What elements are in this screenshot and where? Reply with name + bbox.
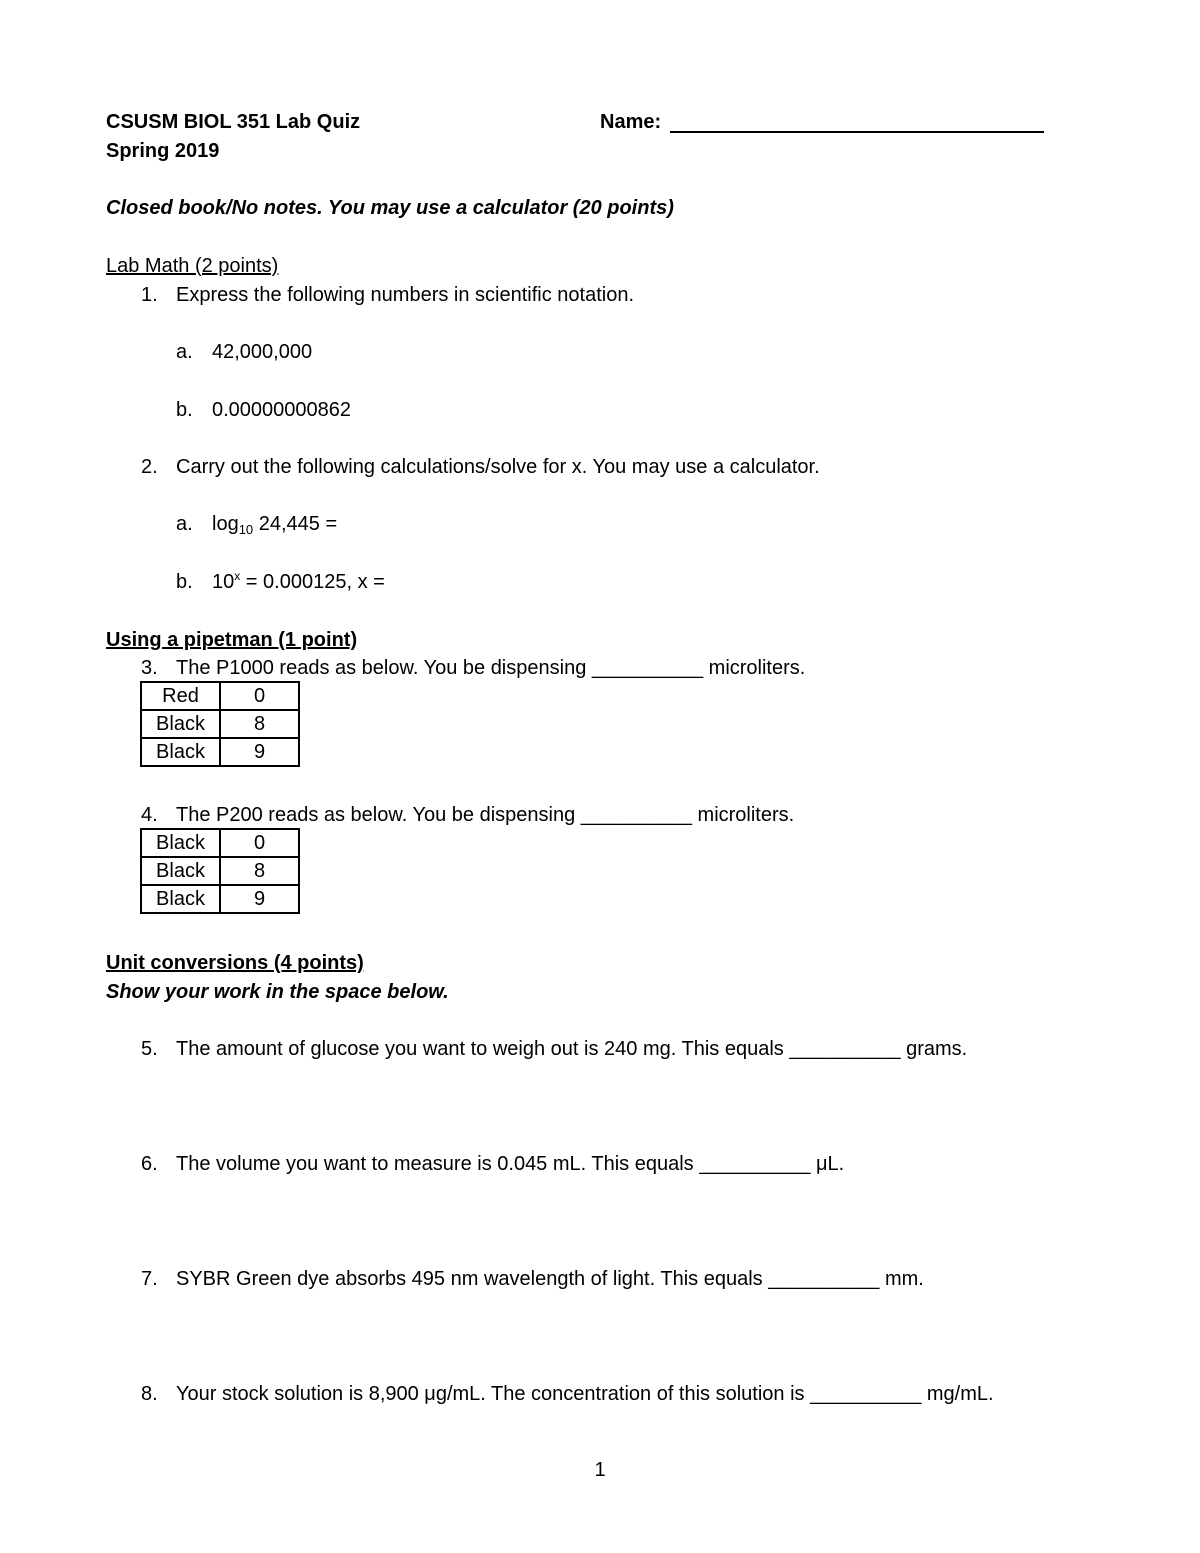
question-6-text: The volume you want to measure is 0.045 mL. This equals __________ μL. — [176, 1153, 845, 1175]
question-number: 5. — [141, 1038, 158, 1060]
instructions: Closed book/No notes. You may use a calculator (20 points) — [106, 197, 674, 219]
dial-digit-cell: 0 — [220, 682, 299, 710]
log-text: log — [212, 513, 239, 535]
name-label: Name: — [600, 111, 662, 133]
question-4-text: The P200 reads as below. You be dispensing __________ microliters. — [176, 804, 795, 826]
question-1a-text: 42,000,000 — [212, 341, 313, 363]
page-number: 1 — [594, 1459, 606, 1481]
dial-color-cell: Black — [141, 738, 220, 766]
question-number: 3. — [141, 657, 158, 679]
power-exponent: x — [234, 569, 241, 583]
question-number: 7. — [141, 1268, 158, 1290]
term-label: Spring 2019 — [106, 140, 220, 162]
question-number: 6. — [141, 1153, 158, 1175]
show-work-instruction: Show your work in the space below. — [106, 981, 449, 1003]
table-row — [141, 682, 299, 710]
question-7-text: SYBR Green dye absorbs 495 nm wavelength of light. This equals __________ mm. — [176, 1268, 924, 1290]
dial-color-cell: Red — [141, 682, 220, 710]
section-heading-unit-conversions: Unit conversions (4 points) — [106, 952, 364, 974]
dial-color-cell: Black — [141, 857, 220, 885]
question-2b-text — [212, 570, 385, 594]
log-base-subscript: 10 — [238, 522, 254, 537]
power-equation: = 0.000125, x = — [240, 571, 385, 593]
dial-color-cell: Black — [141, 829, 220, 857]
question-1b-text: 0.00000000862 — [212, 399, 352, 421]
section-heading-pipetman: Using a pipetman (1 point) — [106, 629, 358, 651]
question-number: 8. — [141, 1383, 158, 1405]
table-row — [141, 738, 299, 766]
section-heading-lab-math: Lab Math (2 points) — [106, 255, 279, 277]
p1000-reading-table — [140, 681, 300, 767]
dial-digit-cell: 9 — [220, 738, 299, 766]
question-3-text: The P1000 reads as below. You be dispensing __________ microliters. — [176, 657, 806, 679]
question-5-text: The amount of glucose you want to weigh out is 240 mg. This equals __________ grams. — [176, 1038, 968, 1060]
power-base: 10 — [212, 571, 235, 593]
dial-digit-cell: 0 — [220, 829, 299, 857]
subquestion-label: a. — [176, 513, 193, 535]
table-row — [141, 829, 299, 857]
subquestion-label: b. — [176, 399, 193, 421]
course-title: CSUSM BIOL 351 Lab Quiz — [106, 111, 361, 133]
log-argument: 24,445 = — [253, 513, 338, 535]
table-row — [141, 857, 299, 885]
table-row — [141, 885, 299, 913]
question-number: 1. — [141, 284, 158, 306]
dial-color-cell: Black — [141, 885, 220, 913]
question-2-text: Carry out the following calculations/solve for x. You may use a calculator. — [176, 456, 820, 478]
dial-digit-cell: 9 — [220, 885, 299, 913]
dial-color-cell: Black — [141, 710, 220, 738]
dial-digit-cell: 8 — [220, 857, 299, 885]
p200-reading-table — [140, 828, 300, 914]
question-number: 2. — [141, 456, 158, 478]
question-8-text: Your stock solution is 8,900 μg/mL. The concentration of this solution is __________ mg/mL. — [176, 1383, 994, 1405]
table-row — [141, 710, 299, 738]
dial-digit-cell: 8 — [220, 710, 299, 738]
question-number: 4. — [141, 804, 158, 826]
name-blank-line[interactable] — [670, 131, 1044, 133]
question-1-text: Express the following numbers in scientific notation. — [176, 284, 635, 306]
question-2a-text — [212, 512, 337, 542]
subquestion-label: b. — [176, 571, 193, 593]
subquestion-label: a. — [176, 341, 193, 363]
